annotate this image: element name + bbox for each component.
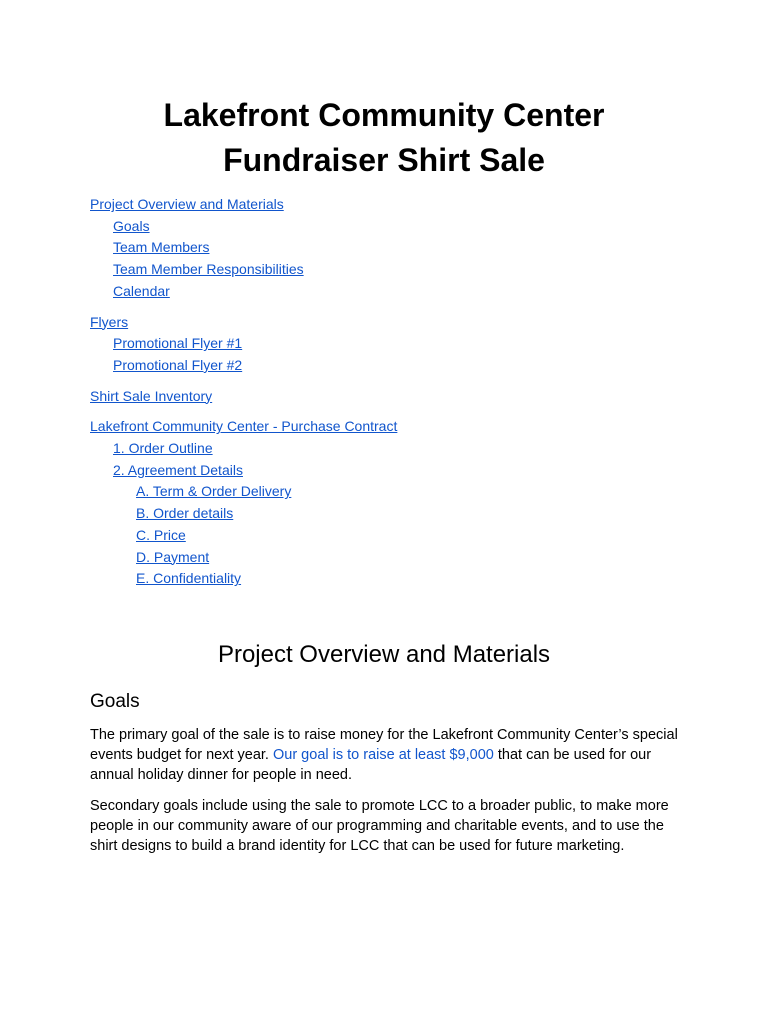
toc-link-purchase-contract[interactable]: Lakefront Community Center - Purchase Contract <box>90 418 398 435</box>
table-of-contents <box>90 194 678 590</box>
document-title-line-1: Lakefront Community Center <box>163 97 605 133</box>
toc-link-agreement-details[interactable]: 2. Agreement Details <box>113 461 243 478</box>
toc-group-project-overview <box>90 194 678 303</box>
toc-link-calendar[interactable]: Calendar <box>113 282 170 299</box>
toc-link-shirt-sale-inventory[interactable]: Shirt Sale Inventory <box>90 387 213 404</box>
toc-link-goals[interactable]: Goals <box>113 217 150 234</box>
toc-link-order-details[interactable]: B. Order details <box>136 505 234 522</box>
toc-link-order-outline[interactable]: 1. Order Outline <box>113 440 213 457</box>
goals-paragraph-1 <box>90 726 678 785</box>
toc-link-team-member-responsibilities[interactable]: Team Member Responsibilities <box>113 261 304 278</box>
toc-link-promotional-flyer-1[interactable]: Promotional Flyer #1 <box>113 335 243 352</box>
toc-link-promotional-flyer-2[interactable]: Promotional Flyer #2 <box>113 356 243 373</box>
toc-link-team-members[interactable]: Team Members <box>113 239 210 256</box>
document-title-line-2: Fundraiser Shirt Sale <box>223 142 545 178</box>
goals-paragraph-1-text-start: The primary goal of the sale is to raise money for the Lakefront Community Center’s special events budget for next year. <box>90 726 678 763</box>
goals-paragraph-1-text-end: that can be used for our annual holiday dinner for people in need. <box>90 746 652 783</box>
toc-link-price[interactable]: C. Price <box>136 526 186 543</box>
toc-group-purchase-contract <box>90 416 678 590</box>
toc-link-term-order-delivery[interactable]: A. Term & Order Delivery <box>136 483 292 500</box>
toc-link-confidentiality[interactable]: E. Confidentiality <box>136 570 242 587</box>
toc-group-flyers <box>90 312 678 377</box>
toc-group-inventory <box>90 386 678 408</box>
toc-link-flyers[interactable]: Flyers <box>90 313 129 330</box>
document-title <box>90 0 678 183</box>
toc-link-payment[interactable]: D. Payment <box>136 548 210 565</box>
goals-highlight-text: Our goal is to raise at least $9,000 <box>272 746 494 763</box>
goals-paragraph-2: Secondary goals include using the sale to promote LCC to a broader public, to make more people in our community aware of our programming and charitable events, and to use the shirt designs to build a brand identity for LCC that can be used for future marketing. <box>90 798 669 854</box>
section-heading: Project Overview and Materials <box>217 640 551 668</box>
goals-heading: Goals <box>90 690 140 712</box>
toc-link-project-overview[interactable]: Project Overview and Materials <box>90 196 284 212</box>
